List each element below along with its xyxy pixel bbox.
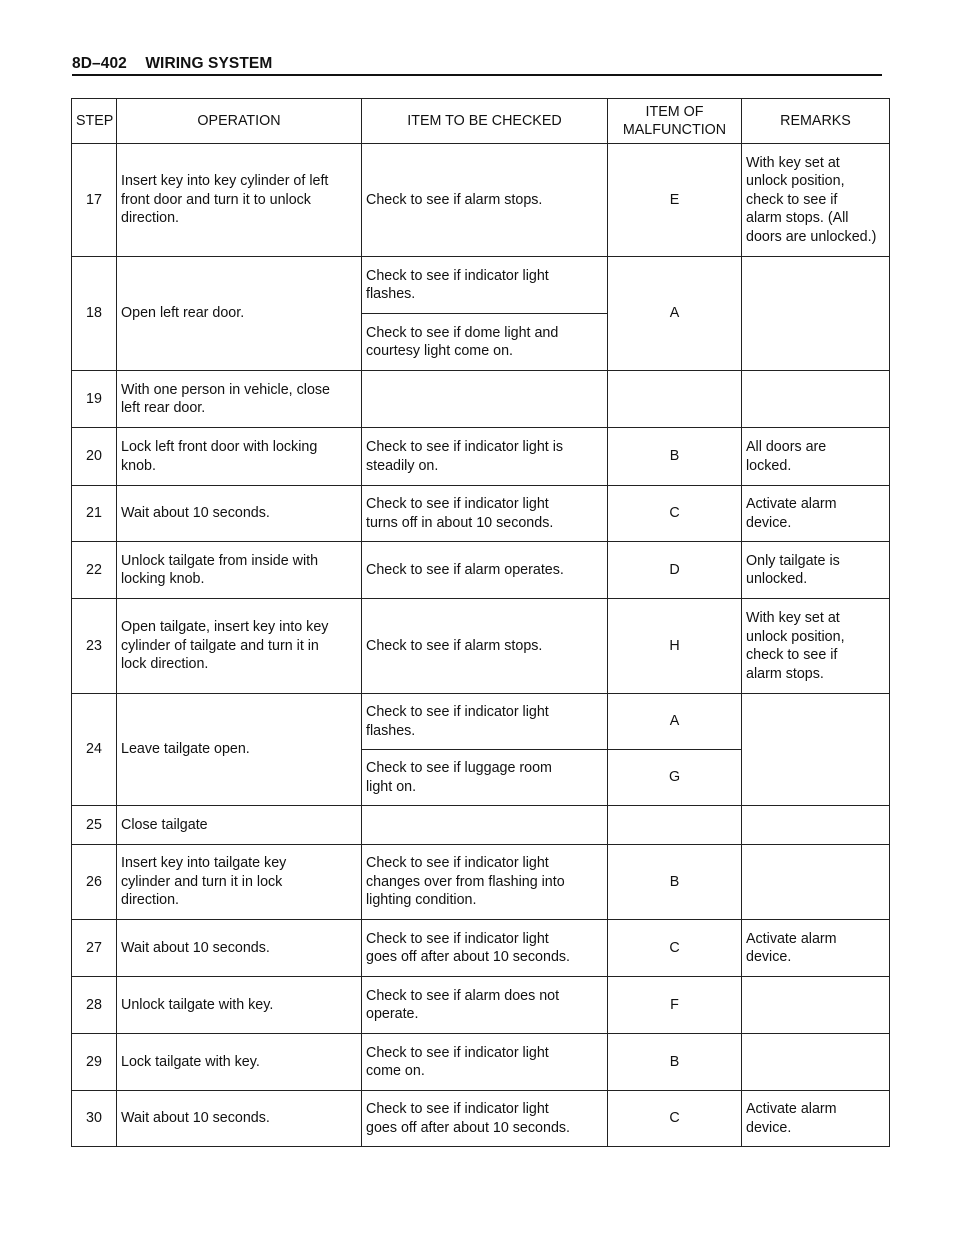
malfunction-cell: A [608,257,742,371]
column-header-operation: OPERATION [117,99,362,144]
check-cell: Check to see if alarm does not operate. [362,977,608,1034]
table-row [72,1034,890,1091]
operation-cell: Wait about 10 seconds. [117,486,362,542]
malfunction-cell: G [608,750,742,806]
page-header [72,56,882,76]
check-cell: Check to see if indicator light goes off after about 10 seconds. [362,920,608,977]
check-cell [362,371,608,428]
remarks-cell: With key set at unlock position, check to see if alarm stops. [742,599,890,694]
malfunction-cell: B [608,1034,742,1091]
table-row [72,1091,890,1147]
table-row [72,977,890,1034]
remarks-cell: Activate alarm device. [742,1091,890,1147]
step-number: 27 [72,920,117,977]
section-code: 8D–402 [72,55,127,72]
column-header-malfunction: ITEM OF MALFUNCTION [608,99,742,144]
operation-cell: Insert key into tailgate key cylinder and turn it in lock direction. [117,845,362,920]
procedure-table [71,98,890,1147]
remarks-cell [742,1034,890,1091]
table-row [72,920,890,977]
check-cell: Check to see if alarm stops. [362,144,608,257]
step-number: 19 [72,371,117,428]
malfunction-cell: D [608,542,742,599]
check-cell: Check to see if luggage room light on. [362,750,608,806]
operation-cell: Wait about 10 seconds. [117,920,362,977]
remarks-cell: All doors are locked. [742,428,890,486]
section-title: WIRING SYSTEM [145,55,273,72]
malfunction-cell: E [608,144,742,257]
step-number: 26 [72,845,117,920]
step-number: 18 [72,257,117,371]
remarks-cell [742,694,890,806]
remarks-cell [742,845,890,920]
remarks-cell: Activate alarm device. [742,920,890,977]
check-cell: Check to see if dome light and courtesy light come on. [362,314,608,371]
operation-cell: Leave tailgate open. [117,694,362,806]
step-number: 29 [72,1034,117,1091]
table-row [72,845,890,920]
operation-cell: With one person in vehicle, close left rear door. [117,371,362,428]
step-number: 21 [72,486,117,542]
malfunction-cell: B [608,845,742,920]
table-row [72,542,890,599]
column-header-step: STEP [72,99,117,144]
malfunction-cell: H [608,599,742,694]
operation-cell: Lock left front door with locking knob. [117,428,362,486]
operation-cell: Open tailgate, insert key into key cylinder of tailgate and turn it in lock direction. [117,599,362,694]
table-row [72,486,890,542]
check-cell: Check to see if indicator light goes off after about 10 seconds. [362,1091,608,1147]
check-cell: Check to see if alarm operates. [362,542,608,599]
malfunction-cell: A [608,694,742,750]
operation-cell: Close tailgate [117,806,362,845]
operation-cell: Insert key into key cylinder of left front door and turn it to unlock direction. [117,144,362,257]
operation-cell: Open left rear door. [117,257,362,371]
table-row [72,806,890,845]
table-row [72,428,890,486]
check-cell: Check to see if indicator light flashes. [362,257,608,314]
malfunction-cell [608,371,742,428]
step-number: 22 [72,542,117,599]
check-cell: Check to see if indicator light is steadily on. [362,428,608,486]
operation-cell: Unlock tailgate with key. [117,977,362,1034]
check-cell: Check to see if indicator light come on. [362,1034,608,1091]
step-number: 30 [72,1091,117,1147]
step-number: 17 [72,144,117,257]
table-row [72,599,890,694]
operation-cell: Wait about 10 seconds. [117,1091,362,1147]
operation-cell: Lock tailgate with key. [117,1034,362,1091]
remarks-cell: Activate alarm device. [742,486,890,542]
column-header-remarks: REMARKS [742,99,890,144]
check-cell: Check to see if indicator light flashes. [362,694,608,750]
table-header-row [72,99,890,144]
remarks-cell: With key set at unlock position, check to see if alarm stops. (All doors are unlocked.) [742,144,890,257]
malfunction-cell: C [608,1091,742,1147]
remarks-cell: Only tailgate is unlocked. [742,542,890,599]
remarks-cell [742,806,890,845]
table-row [72,694,890,750]
column-header-item-checked: ITEM TO BE CHECKED [362,99,608,144]
malfunction-cell [608,806,742,845]
remarks-cell [742,977,890,1034]
step-number: 20 [72,428,117,486]
step-number: 24 [72,694,117,806]
remarks-cell [742,257,890,371]
table-row [72,257,890,314]
table-row [72,144,890,257]
check-cell: Check to see if indicator light changes over from flashing into lighting condition. [362,845,608,920]
malfunction-cell: B [608,428,742,486]
malfunction-cell: C [608,920,742,977]
check-cell [362,806,608,845]
operation-cell: Unlock tailgate from inside with locking knob. [117,542,362,599]
check-cell: Check to see if alarm stops. [362,599,608,694]
step-number: 28 [72,977,117,1034]
check-cell: Check to see if indicator light turns off in about 10 seconds. [362,486,608,542]
malfunction-cell: F [608,977,742,1034]
step-number: 25 [72,806,117,845]
table-row [72,371,890,428]
step-number: 23 [72,599,117,694]
malfunction-cell: C [608,486,742,542]
remarks-cell [742,371,890,428]
